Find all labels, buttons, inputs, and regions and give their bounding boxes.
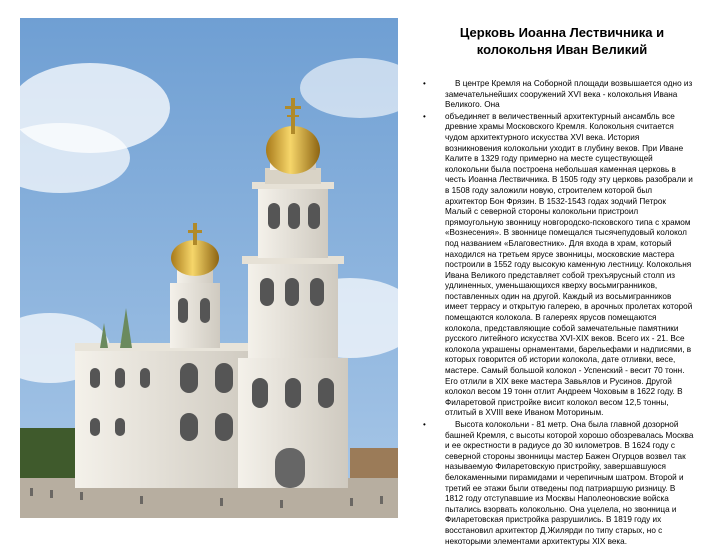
- slide-title: [412, 24, 712, 58]
- bullet-icon: •: [423, 79, 426, 88]
- body-text: [418, 79, 694, 548]
- bullet-icon: •: [423, 111, 426, 121]
- bell-tower-image: [20, 18, 398, 518]
- bullet-icon: •: [423, 420, 426, 429]
- title-line-1: Церковь Иоанна Лествичника и: [459, 25, 665, 40]
- title-line-2: колокольня Иван Великий: [476, 42, 648, 57]
- paragraph-text: Высота колокольни - 81 метр. Она была главной дозорной башней Кремля, с высоты которой хорошо обозревалась Москва и ее окрестности в радиусе до 30 километров. В 1624 году с северной стороны звонницы мастер Бажен Огурцов возвел так называемую Филаретовскую пристройку, завершавшуюся белокаменными пирамидами и черепичным шатром. Второй и третий ее этажи были отведены под патриаршую ризницу. В 1812 году отступавшие из Москвы Наполеоновские войска пытались взорвать колокольню. Она уцелела, но звонница и Филаретовская пристройка разрушились. В 1819 году их восстановил архитектор Д.Жилярди по типу старых, но с некоторыми элементами архитектуры XIX века.: [445, 420, 694, 546]
- paragraph-3: [418, 420, 694, 547]
- paragraph-2: [418, 112, 694, 419]
- paragraph-text: объединяет в величественный архитектурный ансамбль все древние храмы Московского Кремля. Колокольня считается чудом архитектурного искусства XVI века. История возникновения колокольни уходит в глубину веков. При Иване Калите в 1329 году примерно на месте существующей колокольни была построена небольшая каменная церковь в честь Иоанна Лествичника. В 1505 году эту церковь разобрали и в 1508 году заложили новую, строителем которой был архитектор Бон Фрязин. В 1532-1543 годах зодчий Петрок Малый с северной стороны колокольни пристроил прямоугольную звонницу новгородско-псковского типа с храмом «Вознесения». В звоннице помещался тысячепудовый колокол под названием «Благовестник». Для входа в храм, который находился на третьем ярусе звонницы, московские мастера построили в 1552 году высокую каменную лестницу. Колокольня Ивана Великого представляет собой трехъярусный столп из удлиненных, уменьшающихся кверху восьмигранников, поставленных один на другой. Каждый из восьмигранников имеет террасу и открытую галерею, в арочных пролетах которой помещаются колокола. В галереях ярусов помещаются колокола, представляющие собой замечательные памятники русского литейного искусства XVI-XIX веков. Всего их - 21. Все колокола украшены орнаментами, барельефами и надписями, в которых говорится об истории колокола, дате отливки, весе, мастере. Самый большой колокол - Успенский - весит 70 тонн. Его отлили в XIX веке мастера Завьялов и Русинов. Другой колокол весом 19 тонн отлит Андреем Чоховым в 1622 году. В Филаретовой пристройке висит колокол весом 12,5 тонны, отлитый в XVIII веке Иваном Моториным.: [445, 111, 693, 418]
- paragraph-1: [418, 79, 694, 111]
- paragraph-text: В центре Кремля на Соборной площади возвышается одно из замечательнейших сооружений XVI века - колокольня Ивана Великого. Она: [445, 79, 693, 110]
- cathedral-photo: [20, 18, 398, 518]
